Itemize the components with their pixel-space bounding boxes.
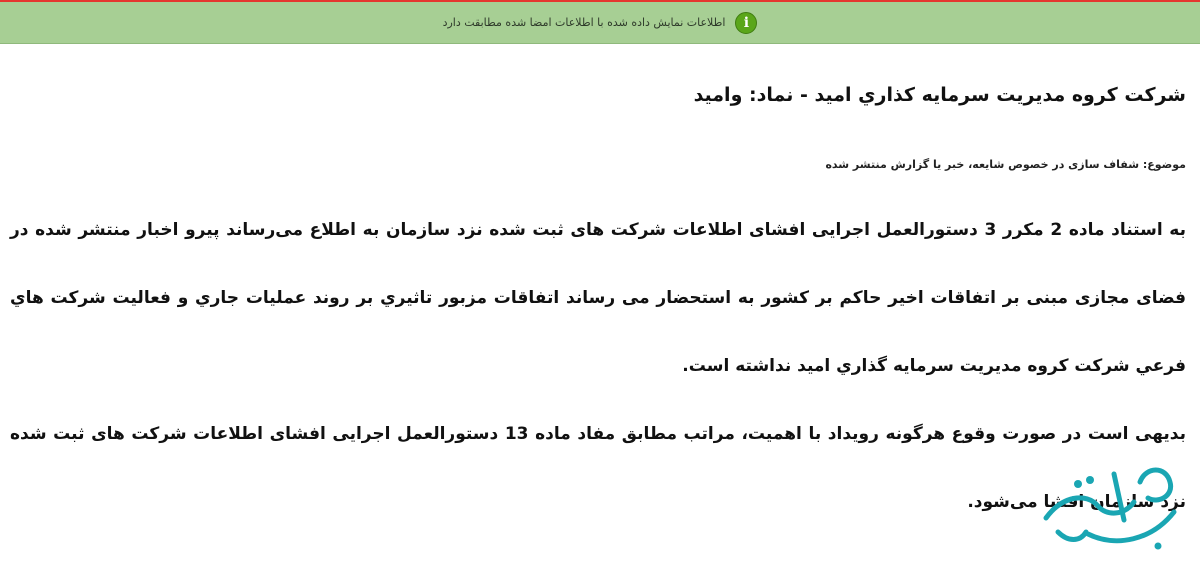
document-title: شرکت کروه مديريت سرمايه كذاري اميد - نماد: واميد <box>693 84 1186 106</box>
logo-dot <box>1155 543 1162 550</box>
body-paragraph: به استناد ماده 2 مکرر 3 دستورالعمل اجرایی افشای اطلاعات شرکت های ثبت شده نزد سازمان به اطلاع می‌رساند پیرو اخبار منتشر شده در فضای مجازی مبنی بر اتفاقات اخیر حاکم بر کشور به استحضار می رساند اتفاقات مزبور تاثيري بر روند عمليات جاري و فعاليت شركت هاي فرعي شركت كروه مديريت سرمايه گذاري اميد نداشته است. <box>10 220 1186 376</box>
logo-dot <box>1086 476 1094 484</box>
document-body <box>10 196 1186 536</box>
logo-stroke <box>1140 470 1171 500</box>
logo-dot <box>1074 480 1082 488</box>
verification-notice-text: اطلاعات نمایش داده شده با اطلاعات امضا شده مطابقت دارد <box>442 16 726 29</box>
logo-stroke <box>1058 532 1086 540</box>
body-paragraph: بدیهی است در صورت وقوع هرگونه رویداد با اهمیت، مراتب مطابق مفاد ماده 13 دستورالعمل اجرایی افشای اطلاعات شرکت های ثبت شده نزد سازمان افشا می‌شود. <box>10 424 1186 512</box>
site-logo-watermark <box>1028 456 1188 556</box>
document-subject: موضوع: شفاف سازی در خصوص شایعه، خبر یا گزارش منتشر شده <box>825 158 1186 171</box>
logo-stroke <box>1088 512 1174 541</box>
verification-notice-bar <box>0 0 1200 44</box>
info-icon: i <box>735 12 757 34</box>
